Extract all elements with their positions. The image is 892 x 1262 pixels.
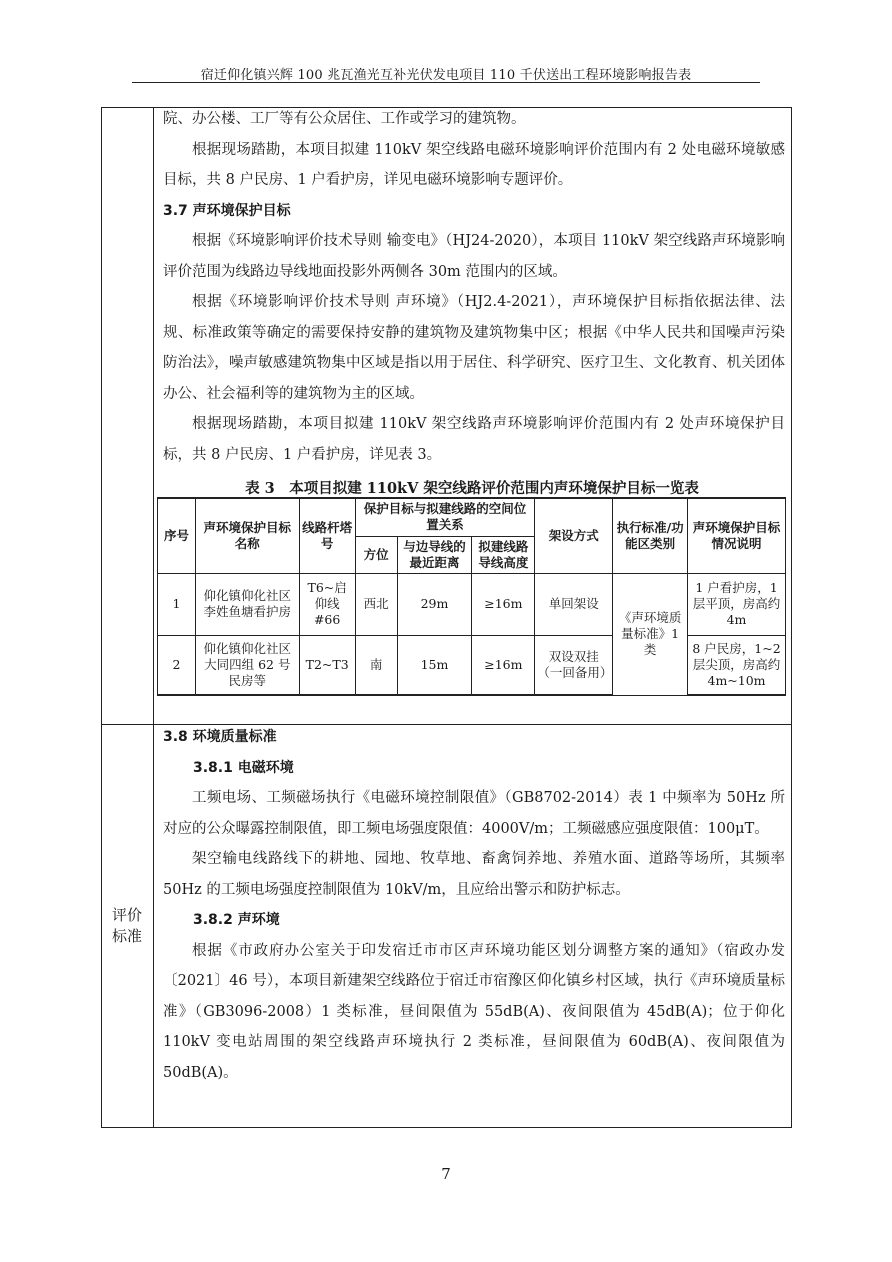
row-label-line-2: 标准 xyxy=(111,927,142,945)
paragraph-7: 架空输电线路线下的耕地、园地、牧草地、畜禽饲养地、养殖水面、道路等场所，其频率 50Hz 的工频电场强度控制限值为 10kV/m，且应给出警示和防护标志。 xyxy=(163,851,785,898)
header-distance: 与边导线的最近距离 xyxy=(397,536,472,573)
heading-3-8: 3.8 环境质量标准 xyxy=(163,729,277,745)
section-top-content xyxy=(163,104,785,470)
header-direction: 方位 xyxy=(355,536,397,573)
cell-height: ≥16m xyxy=(472,635,535,695)
paragraph-5: 根据现场踏勘，本项目拟建 110kV 架空线路声环境影响评价范围内有 2 处声环境保护目标，共 8 户民房、1 户看护房，详见表 3。 xyxy=(163,416,785,463)
page-number: 7 xyxy=(441,1165,451,1183)
cell-erection: 单回架设 xyxy=(535,573,613,635)
paragraph-3: 根据《环境影响评价技术导则 输变电》（HJ24-2020），本项目 110kV 架空线路声环境影响评价范围为线路边导线地面投影外两侧各 30m 范围内的区域。 xyxy=(163,233,785,280)
header-tower: 线路杆塔号 xyxy=(299,498,355,573)
header-seq: 序号 xyxy=(158,498,196,573)
heading-3-8-2: 3.8.2 声环境 xyxy=(193,912,280,928)
heading-3-8-1: 3.8.1 电磁环境 xyxy=(193,759,294,776)
header-spatial-group: 保护目标与拟建线路的空间位置关系 xyxy=(355,498,535,536)
table-3-caption: 表 3 本项目拟建 110kV 架空线路评价范围内声环境保护目标一览表 xyxy=(245,480,699,497)
cell-tower: T2~T3 xyxy=(299,635,355,695)
paragraph-4: 根据《环境影响评价技术导则 声环境》（HJ2.4-2021），声环境保护目标指依据法律、法规、标准政策等确定的需要保持安静的建筑物及建筑物集中区；根据《中华人民共和国噪声污染防治法》，噪声敏感建筑物集中区域是指以用于居住、科学研究、医疗卫生、文化教育、机关团体办公、社会福利等的建筑物为主的区域。 xyxy=(163,294,785,402)
cell-description: 8 户民房，1~2 层尖顶，房高约 4m~10m xyxy=(688,635,786,695)
cell-direction: 南 xyxy=(355,635,397,695)
label-column-divider xyxy=(153,107,154,1128)
cell-target-name: 仰化镇仰化社区李姓鱼塘看护房 xyxy=(195,573,299,635)
table-row xyxy=(158,573,786,635)
cell-distance: 15m xyxy=(397,635,472,695)
header-standard: 执行标准/功能区类别 xyxy=(613,498,688,573)
cell-shared-standard: 《声环境质量标准》1 类 xyxy=(613,573,688,695)
cell-seq: 1 xyxy=(158,573,196,635)
cell-erection: 双设双挂（一回备用） xyxy=(535,635,613,695)
cell-description: 1 户看护房，1 层平顶，房高约 4m xyxy=(688,573,786,635)
table-row xyxy=(158,635,786,695)
paragraph-6: 工频电场、工频磁场执行《电磁环境控制限值》（GB8702-2014）表 1 中频率为 50Hz 所对应的公众曝露控制限值，即工频电场强度限值：4000V/m；工频磁感应强度限值：100μT。 xyxy=(163,790,785,837)
paragraph-2: 根据现场踏勘，本项目拟建 110kV 架空线路电磁环境影响评价范围内有 2 处电磁环境敏感目标，共 8 户民房、1 户看护房，详见电磁环境影响专题评价。 xyxy=(163,141,785,188)
heading-3-7: 3.7 声环境保护目标 xyxy=(163,202,291,219)
cell-distance: 29m xyxy=(397,573,472,635)
cell-height: ≥16m xyxy=(472,573,535,635)
paragraph-1: 院、办公楼、工厂等有公众居住、工作或学习的建筑物。 xyxy=(163,111,526,127)
cell-target-name: 仰化镇仰化社区大同四组 62 号民房等 xyxy=(195,635,299,695)
header-erection: 架设方式 xyxy=(535,498,613,573)
row-label-line-1: 评价 xyxy=(111,906,142,924)
paragraph-8: 根据《市政府办公室关于印发宿迁市市区声环境功能区划分调整方案的通知》（宿政办发〔2021〕46 号），本项目新建架空线路位于宿迁市宿豫区仰化镇乡村区域，执行《声环境质量标准》（GB3096-2008）1 类标准，昼间限值为 55dB(A)、夜间限值为 45dB(A)；位于仰化 110kV 变电站周围的架空线路声环境执行 2 类标准，昼间限值为 60dB(A)、夜间限值为 50dB(A)。 xyxy=(163,942,785,1081)
header-height: 拟建线路导线高度 xyxy=(472,536,535,573)
header-target-name: 声环境保护目标名称 xyxy=(195,498,299,573)
cell-tower: T6~启仰线#66 xyxy=(299,573,355,635)
section-bottom-content xyxy=(163,722,785,1088)
header-rule xyxy=(132,82,760,83)
cell-seq: 2 xyxy=(158,635,196,695)
cell-direction: 西北 xyxy=(355,573,397,635)
header-description: 声环境保护目标情况说明 xyxy=(688,498,786,573)
table-3 xyxy=(157,497,786,696)
page-header-title: 宿迁仰化镇兴辉 100 兆瓦渔光互补光伏发电项目 110 千伏送出工程环境影响报告表 xyxy=(200,68,692,83)
row-label-evaluation-standard xyxy=(101,905,153,947)
